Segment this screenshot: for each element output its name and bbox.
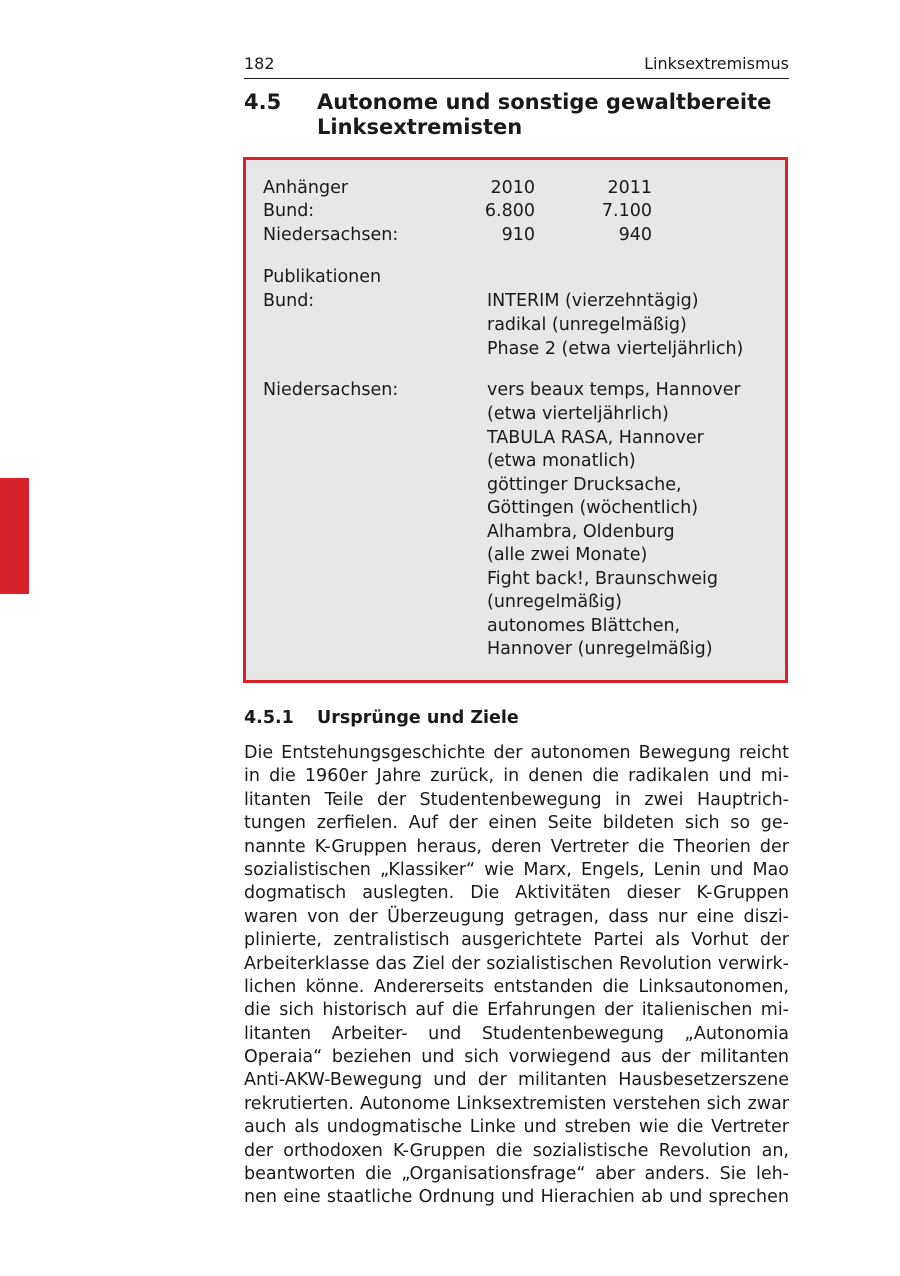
pub-nds-item: göttinger Drucksache, [487, 475, 682, 495]
pub-nds-item: Fight back!, Braunschweig [487, 569, 718, 589]
pub-bund-item: radikal (unregelmäßig) [487, 315, 687, 335]
body-line: beantworten die „Organisationsfrage“ aber anders. Sie leh- [244, 1164, 789, 1185]
body-line: der orthodoxen K-Gruppen die sozialistische Revolution an, [244, 1140, 789, 1161]
pub-nds-item: (etwa vierteljährlich) [487, 404, 669, 424]
page-header [244, 52, 789, 79]
body-line: die sich historisch auf die Erfahrungen der italienischen mi- [244, 1000, 789, 1021]
section-title [317, 90, 787, 140]
bund-2011-value: 7.100 [601, 201, 652, 221]
pub-nds-item: (alle zwei Monate) [487, 545, 648, 565]
section-number: 4.5 [244, 90, 282, 114]
subsection-title: Ursprünge und Ziele [317, 708, 519, 728]
chapter-marker-tab [0, 478, 29, 594]
body-line: litanten Arbeiter- und Studentenbewegung „Autonomia [244, 1023, 789, 1044]
pub-nds-item: TABULA RASA, Hannover [487, 428, 704, 448]
year-2011: 2011 [607, 178, 652, 198]
body-line: Arbeiterklasse das Ziel der sozialistischen Revolution verwirk- [244, 953, 789, 974]
bund-label: Bund: [263, 201, 315, 221]
pub-nds-label: Niedersachsen: [263, 380, 399, 400]
body-line: nannte K-Gruppen heraus, deren Vertreter die Theorien der [244, 836, 789, 857]
body-line: nen eine staatliche Ordnung und Hierachien ab und sprechen [244, 1187, 789, 1208]
body-line: waren von der Überzeugung getragen, dass nur eine diszi- [244, 906, 789, 927]
body-line: Operaia“ beziehen und sich vorwiegend aus der militanten [244, 1047, 789, 1068]
body-line: Anti-AKW-Bewegung und der militanten Hausbesetzerszene [244, 1070, 789, 1091]
pub-nds-item: (etwa monatlich) [487, 451, 636, 471]
body-line: in die 1960er Jahre zurück, in denen die radikalen und mi- [244, 766, 789, 787]
section-title-line: Linksextremisten [317, 115, 523, 139]
section-title-line: Autonome und sonstige gewaltbereite [317, 90, 772, 114]
pub-bund-item: Phase 2 (etwa vierteljährlich) [487, 339, 744, 359]
pub-nds-item: Göttingen (wöchentlich) [487, 498, 699, 518]
body-line: auch als undogmatische Linke und streben wie die Vertreter [244, 1117, 789, 1138]
body-line: lichen könne. Andererseits entstanden die Linksautonomen, [244, 976, 789, 997]
body-line: rekrutierten. Autonome Linksextremisten verstehen sich zwar [244, 1093, 789, 1114]
nds-2011-value: 940 [618, 225, 652, 245]
nds-2010-value: 910 [501, 225, 535, 245]
body-line: litanten Teile der Studentenbewegung in zwei Hauptrich- [244, 789, 789, 810]
pub-nds-item: vers beaux temps, Hannover [487, 380, 741, 400]
body-paragraph [244, 742, 789, 1210]
pub-nds-item: (unregelmäßig) [487, 592, 622, 612]
body-line: sozialistischen „Klassiker“ wie Marx, Engels, Lenin und Mao [244, 859, 789, 880]
body-line: plinierte, zentralistisch ausgerichtete Partei als Vorhut der [244, 930, 789, 951]
subsection-number: 4.5.1 [244, 708, 294, 728]
anhaenger-label: Anhänger [263, 178, 349, 198]
year-2010: 2010 [490, 178, 535, 198]
bund-2010-value: 6.800 [484, 201, 535, 221]
pub-bund-label: Bund: [263, 291, 315, 311]
nds-label: Niedersachsen: [263, 225, 399, 245]
pub-nds-item: Alhambra, Oldenburg [487, 522, 675, 542]
page-number: 182 [244, 54, 275, 73]
body-line: tungen zerfielen. Auf der einen Seite bildeten sich so ge- [244, 813, 789, 834]
body-line: dogmatisch auslegten. Die Aktivitäten dieser K-Gruppen [244, 883, 789, 904]
running-title: Linksextremismus [644, 54, 789, 73]
fact-box [243, 157, 788, 683]
pub-nds-item: autonomes Blättchen, [487, 616, 681, 636]
body-line: Die Entstehungsgeschichte der autonomen Bewegung reicht [244, 743, 789, 763]
pub-nds-item: Hannover (unregelmäßig) [487, 639, 713, 659]
publikationen-label: Publikationen [263, 267, 382, 287]
pub-bund-item: INTERIM (vierzehntägig) [487, 291, 699, 311]
